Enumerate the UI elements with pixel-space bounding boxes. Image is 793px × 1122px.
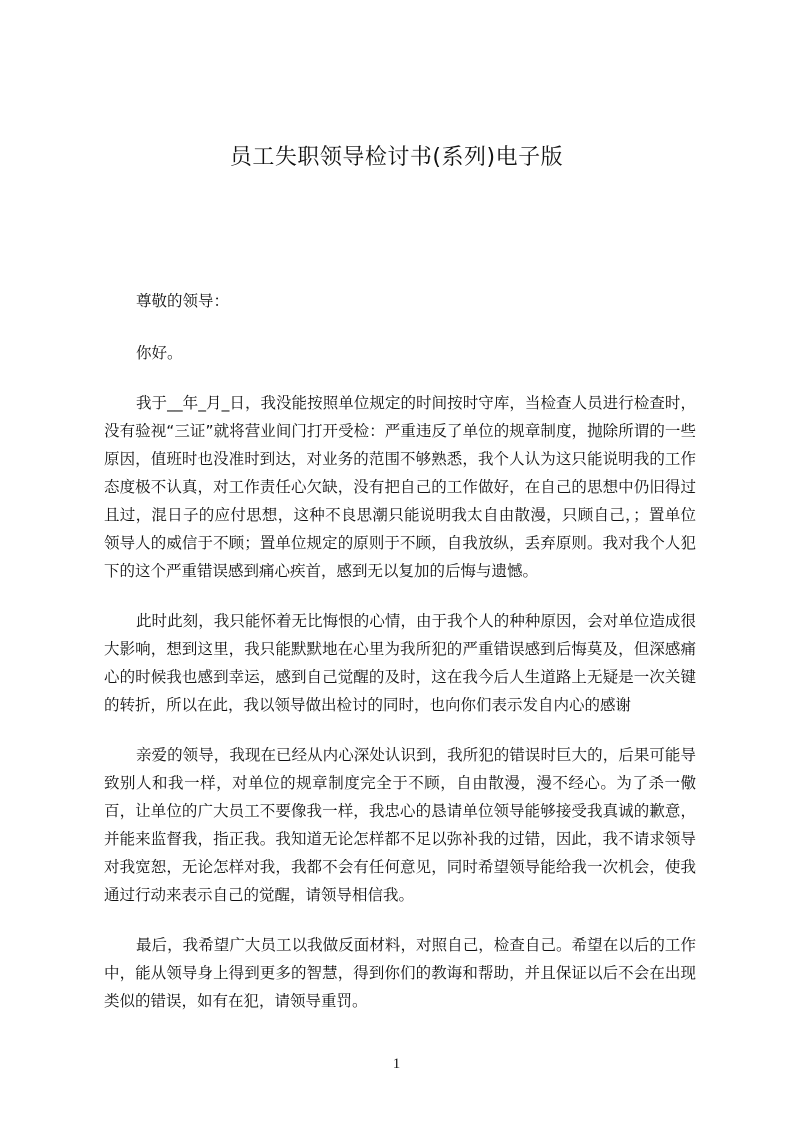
salutation: 尊敬的领导： <box>136 292 230 310</box>
paragraph-2: 此时此刻，我只能怀着无比悔恨的心情，由于我个人的种种原因，会对单位造成很大影响，想到这里，我只能默默地在心里为我所犯的严重错误感到后悔莫及，但深感痛心的时候我也感到幸运，感到自己觉醒的及时，这在我今后人生道路上无疑是一次关键的转折，所以在此，我以领导做出检讨的同时，也向你们表示发自内心的感谢 <box>104 612 696 714</box>
paragraph-4: 最后，我希望广大员工以我做反面材料，对照自己，检查自己。希望在以后的工作中，能从领导身上得到更多的智慧，得到你们的教诲和帮助，并且保证以后不会在出现类似的错误，如有在犯，请领导重罚。 <box>104 936 696 1010</box>
paragraph-1: 我于__年_月_日，我没能按照单位规定的时间按时守库，当检查人员进行检查时，没有验视“三证”就将营业间门打开受检：严重违反了单位的规章制度，抛除所谓的一些原因，值班时也没准时到达，对业务的范围不够熟悉，我个人认为这只能说明我的工作态度极不认真，对工作责任心欠缺，没有把自己的工作做好，在自己的思想中仍旧得过且过，混日子的应付思想，这种不良思潮只能说明我太自由散漫，只顾自己，；置单位领导人的威信于不顾；置单位规定的原则于不顾，自我放纵，丢弃原则。我对我个人犯下的这个严重错误感到痛心疾首，感到无以复加的后悔与遗憾。 <box>104 394 696 580</box>
paragraph-3: 亲爱的领导，我现在已经从内心深处认识到，我所犯的错误时巨大的，后果可能导致别人和我一样，对单位的规章制度完全于不顾，自由散漫，漫不经心。为了杀一儆百，让单位的广大员工不要像我一样，我忠心的恳请单位领导能够接受我真诚的歉意，并能来监督我，指正我。我知道无论怎样都不足以弥补我的过错，因此，我不请求领导对我宽恕，无论怎样对我，我都不会有任何意见，同时希望领导能给我一次机会，使我通过行动来表示自己的觉醒，请领导相信我。 <box>104 746 696 904</box>
greeting: 你好。 <box>136 344 183 362</box>
document-title: 员工失职领导检讨书(系列)电子版 <box>229 145 564 170</box>
page-number: 1 <box>392 1056 401 1072</box>
document-body <box>104 287 696 1015</box>
